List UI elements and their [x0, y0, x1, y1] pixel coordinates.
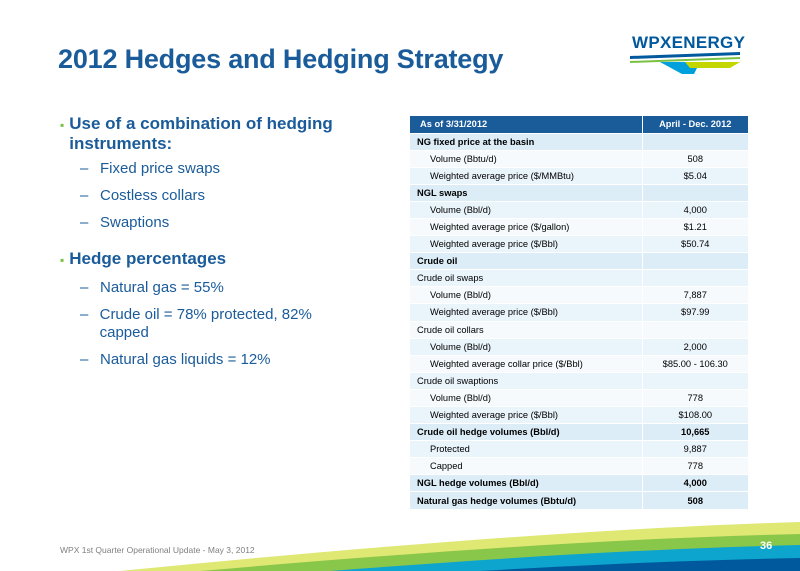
table-cell-label: NGL swaps: [410, 184, 642, 201]
table-row: [410, 287, 748, 304]
table-cell-label: Crude oil hedge volumes (Bbl/d): [410, 424, 642, 441]
table-cell-value: 10,665: [642, 424, 748, 441]
table-cell-label: Natural gas hedge volumes (Bbtu/d): [410, 492, 642, 509]
bullet-square-icon: ▪: [60, 253, 65, 267]
bullet-item: [60, 114, 360, 154]
table-cell-value: $50.74: [642, 236, 748, 253]
table-cell-label: Volume (Bbl/d): [410, 287, 642, 304]
wpx-energy-logo: [630, 28, 750, 74]
table-row: [410, 475, 748, 492]
table-row: [410, 338, 748, 355]
table-cell-value: $97.99: [642, 304, 748, 321]
logo-wpx: WPX: [632, 33, 672, 52]
table-row: [410, 218, 748, 235]
table-cell-label: Weighted average price ($/MMBtu): [410, 167, 642, 184]
table-cell-value: [642, 270, 748, 287]
table-cell-label: Volume (Bbl/d): [410, 389, 642, 406]
sub-bullet-text: Costless collars: [100, 187, 206, 204]
footer-swoosh-graphic: [0, 500, 800, 571]
table-cell-label: Crude oil: [410, 253, 642, 270]
dash-icon: –: [80, 306, 89, 323]
table-row: [410, 389, 748, 406]
sub-bullet-item: [80, 214, 360, 232]
bullet-group: [60, 114, 360, 232]
table-cell-label: Volume (Bbl/d): [410, 201, 642, 218]
table-cell-value: [642, 184, 748, 201]
table-cell-value: 9,887: [642, 441, 748, 458]
table-header-row: [410, 116, 748, 133]
table-row: [410, 458, 748, 475]
table-cell-value: $1.21: [642, 218, 748, 235]
table-row: [410, 236, 748, 253]
sub-bullet-item: [80, 279, 360, 297]
sub-bullet-item: [80, 351, 360, 369]
table-cell-value: [642, 321, 748, 338]
table-row: [410, 304, 748, 321]
table-cell-label: NG fixed price at the basin: [410, 133, 642, 150]
table-cell-label: Capped: [410, 458, 642, 475]
table-cell-value: $108.00: [642, 407, 748, 424]
table-row: [410, 270, 748, 287]
table-cell-value: 778: [642, 458, 748, 475]
table-row: [410, 167, 748, 184]
sub-bullet-text: Crude oil = 78% protected, 82% capped: [99, 306, 312, 341]
table-row: [410, 321, 748, 338]
bullet-item: [60, 249, 360, 270]
table-cell-label: Volume (Bbl/d): [410, 338, 642, 355]
table-cell-value: 508: [642, 150, 748, 167]
table-cell-label: NGL hedge volumes (Bbl/d): [410, 475, 642, 492]
table-cell-value: 4,000: [642, 475, 748, 492]
table-row: [410, 407, 748, 424]
dash-icon: –: [80, 279, 89, 296]
table-cell-label: Weighted average price ($/Bbl): [410, 407, 642, 424]
sub-bullet-item: [80, 187, 360, 205]
table-row: [410, 424, 748, 441]
table-cell-value: [642, 133, 748, 150]
table-row: [410, 150, 748, 167]
table-row: [410, 441, 748, 458]
sub-bullet-text: Swaptions: [100, 214, 170, 231]
table-cell-label: Crude oil swaptions: [410, 372, 642, 389]
dash-icon: –: [80, 187, 89, 204]
table-row: [410, 253, 748, 270]
table-cell-value: 4,000: [642, 201, 748, 218]
sub-bullet-item: [80, 160, 360, 178]
table-header-as-of: As of 3/31/2012: [410, 116, 642, 133]
table-cell-value: [642, 253, 748, 270]
table-cell-value: $5.04: [642, 167, 748, 184]
table-cell-label: Weighted average price ($/Bbl): [410, 236, 642, 253]
bullet-text: Use of a combination of hedging instruments:: [69, 114, 333, 153]
table-row: [410, 133, 748, 150]
bullet-square-icon: ▪: [60, 118, 65, 132]
table-cell-value: 2,000: [642, 338, 748, 355]
page-title: 2012 Hedges and Hedging Strategy: [58, 44, 504, 74]
table-cell-label: Volume (Bbtu/d): [410, 150, 642, 167]
table-header-period: April - Dec. 2012: [642, 116, 748, 133]
table-row: [410, 355, 748, 372]
logo-stripes-icon: [630, 52, 750, 74]
table-cell-label: Crude oil swaps: [410, 270, 642, 287]
table-cell-value: 7,887: [642, 287, 748, 304]
bullet-group: [60, 249, 360, 369]
sub-bullet-text: Natural gas liquids = 12%: [100, 351, 271, 368]
table-cell-value: $85.00 - 106.30: [642, 355, 748, 372]
table-cell-label: Weighted average price ($/gallon): [410, 218, 642, 235]
bullet-text: Hedge percentages: [69, 249, 227, 268]
dash-icon: –: [80, 160, 89, 177]
table-cell-value: 778: [642, 389, 748, 406]
table-row: [410, 372, 748, 389]
hedges-table: [410, 116, 748, 510]
dash-icon: –: [80, 214, 89, 231]
sub-bullet-text: Fixed price swaps: [100, 160, 221, 177]
footer-text: WPX 1st Quarter Operational Update - May 3, 2012: [60, 545, 255, 555]
table-cell-label: Weighted average price ($/Bbl): [410, 304, 642, 321]
bullet-list: [60, 114, 360, 369]
sub-bullet-item: [80, 306, 360, 342]
table-row: [410, 184, 748, 201]
table-cell-label: Crude oil collars: [410, 321, 642, 338]
logo-energy: ENERGY: [671, 33, 746, 52]
dash-icon: –: [80, 351, 89, 368]
table-cell-value: [642, 372, 748, 389]
table-cell-label: Protected: [410, 441, 642, 458]
sub-bullet-text: Natural gas = 55%: [100, 279, 224, 296]
table-cell-value: 508: [642, 492, 748, 509]
table-row: [410, 201, 748, 218]
page-number: 36: [760, 540, 773, 552]
table-cell-label: Weighted average collar price ($/Bbl): [410, 355, 642, 372]
